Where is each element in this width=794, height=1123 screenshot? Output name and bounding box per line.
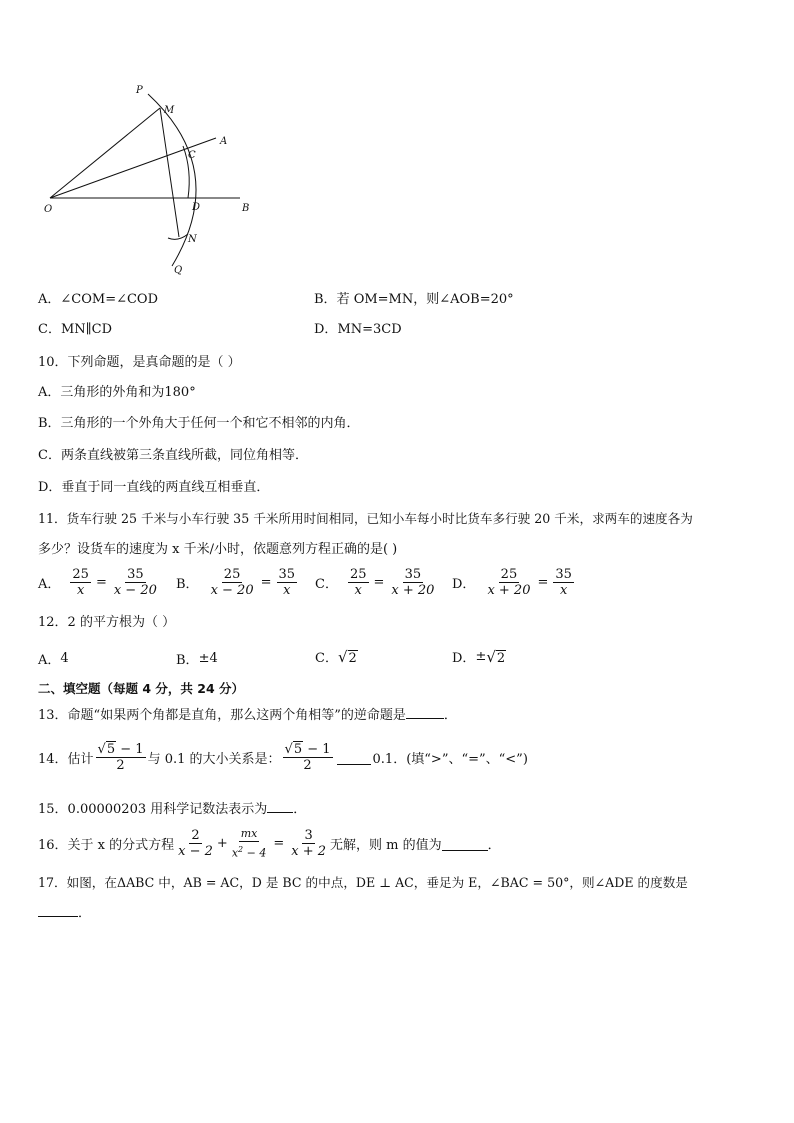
q16: 16．关于 x 的分式方程 $\frac{2}{x - 2}$ + $\frac{mx}{x^2 - 4}$ = $\frac{3}{x + 2}$ 无解，则 m 的值为 ． [38,827,501,860]
label-n: N [188,234,197,245]
q12-option-d[interactable]: D． ± √2 [452,647,506,666]
label-m: M [164,105,175,116]
section-title: 二、填空题（每题 4 分，共 24 分） [38,681,245,696]
q11-option-d[interactable]: D． $\frac{25}{x + 20}$ = $\frac{35}{x}$ [452,567,572,598]
label-a: A [220,136,228,147]
label-c: C [188,150,196,161]
answer-blank[interactable] [406,718,444,719]
q11-stem-line1: 11．货车行驶 25 千米与小车行驶 35 千米所用时间相同，已知小车每小时比货车多行驶 20 千米，求两车的速度各为 [38,511,693,526]
q9-option-b[interactable]: B．若 OM=MN，则∠AOB=20° [314,292,514,307]
q12-stem: 12．2 的平方根为（ ） [38,615,176,630]
answer-blank[interactable] [442,836,488,851]
answer-blank[interactable] [38,916,78,917]
q15: 15．0.00000203 用科学记数法表示为 ． [38,802,307,817]
label-b: B [242,203,250,214]
q11-option-c[interactable]: C． $\frac{25}{x}$ = $\frac{35}{x + 20}$ [315,567,435,598]
sqrt-symbol: √2 [486,647,506,666]
q12-option-c[interactable]: C． √2 [315,647,357,666]
answer-blank[interactable] [337,750,371,765]
label-o: O [44,204,53,215]
label-p: P [136,85,143,96]
q10-option-b[interactable]: B．三角形的一个外角大于任何一个和它不相邻的内角． [38,416,360,431]
q11-stem-line2: 多少？设货车的速度为 x 千米/小时，依题意列方程正确的是( ) [38,542,398,557]
label-d: D [192,202,201,213]
q17-line1: 17．如图，在ΔABC 中，AB = AC，D 是 BC 的中点，DE ⊥ AC，垂足为 E，∠BAC = 50°，则∠ADE 的度数是 [38,875,688,890]
segment-om [50,108,160,198]
q9-option-c[interactable]: C．MN∥CD [38,322,113,337]
sqrt-symbol: √2 [337,647,357,666]
q10-option-c[interactable]: C．两条直线被第三条直线所截，同位角相等． [38,448,308,463]
q13: 13．命题“如果两个角都是直角，那么这两个角相等”的逆命题是 ． [38,708,457,723]
q9-option-a[interactable]: A．∠COM=∠COD [38,292,159,307]
answer-blank[interactable] [267,812,293,813]
q14: 14．估计 $\frac{√5 - 1}{2}$ 与 0.1 的大小关系是： $\frac{√5 - 1}{2}$ 0.1．(填“>”、“=”、“<”) [38,742,528,773]
q11-option-a[interactable]: A． $\frac{25}{x}$ = $\frac{35}{x - 20}$ [38,567,157,598]
arc-mark-n [168,234,188,239]
q12-option-b[interactable]: B． ±4 [176,651,218,668]
q10-option-d[interactable]: D．垂直于同一直线的两直线互相垂直． [38,480,270,495]
q10-option-a[interactable]: A．三角形的外角和为180° [38,385,196,400]
label-q: Q [174,265,183,276]
q10-stem: 10．下列命题，是真命题的是（ ） [38,355,241,370]
q17-line2: ． [38,906,91,922]
ray-oa [50,138,216,198]
geometry-figure [40,80,270,280]
q11-option-b[interactable]: B． $\frac{25}{x - 20}$ = $\frac{35}{x}$ [176,567,296,598]
q12-option-a[interactable]: A． 4 [38,651,69,668]
q9-option-d[interactable]: D．MN=3CD [314,322,402,337]
